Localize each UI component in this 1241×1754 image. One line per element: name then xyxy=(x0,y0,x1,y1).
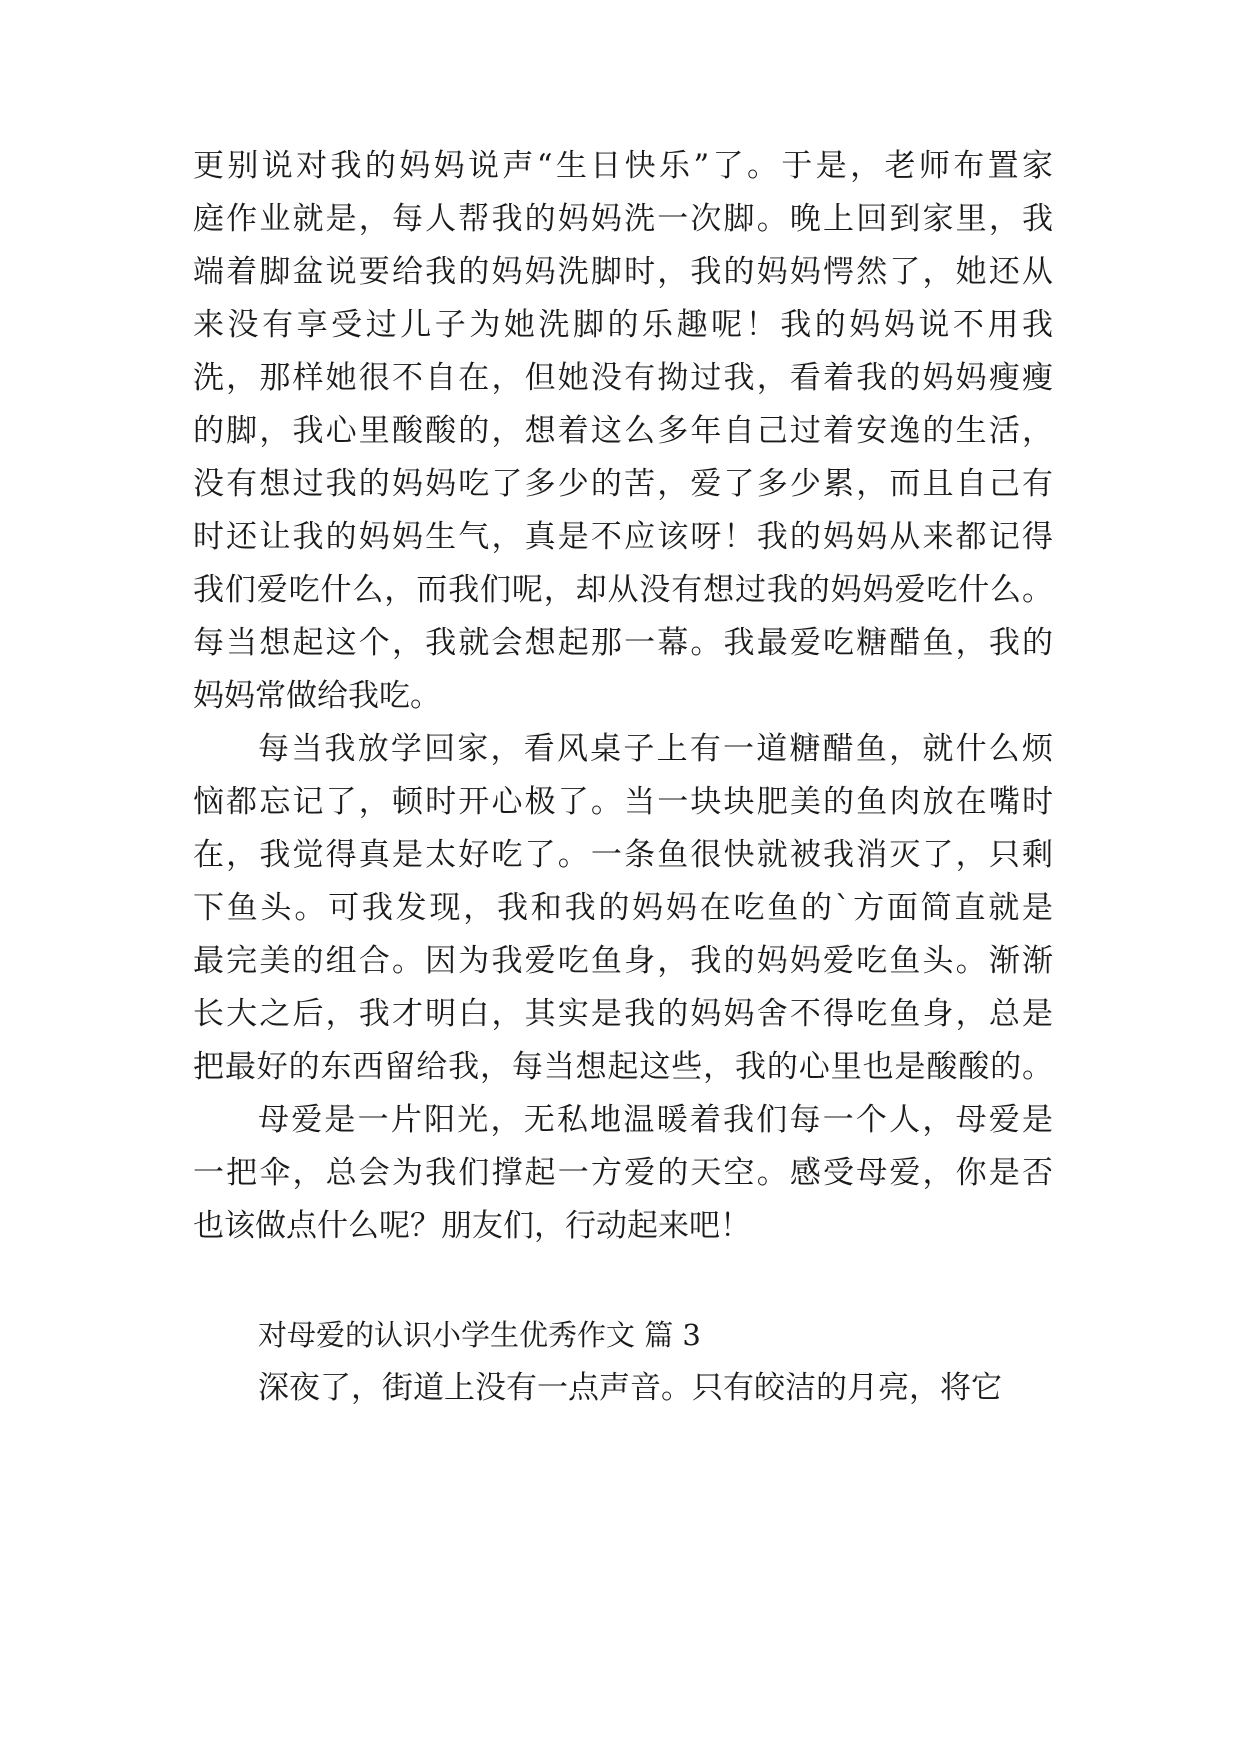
paragraph-1-line: 每当想起这个，我就会想起那一幕。我最爱吃糖醋鱼，我的 xyxy=(193,625,1053,661)
section-heading: 对母爱的认识小学生优秀作文 篇 3 xyxy=(258,1318,701,1352)
paragraph-1-line: 时还让我的妈妈生气，真是不应该呀！我的妈妈从来都记得 xyxy=(193,519,1053,555)
paragraph-2-line: 每当我放学回家，看风桌子上有一道糖醋鱼，就什么烦 xyxy=(258,731,1053,767)
paragraph-2-line: 把最好的东西留给我，每当想起这些，我的心里也是酸酸的。 xyxy=(193,1049,1053,1085)
paragraph-1-line: 妈妈常做给我吃。 xyxy=(193,678,441,714)
paragraph-1-line: 端着脚盆说要给我的妈妈洗脚时，我的妈妈愕然了，她还从 xyxy=(193,254,1053,290)
paragraph-2-line: 下鱼头。可我发现，我和我的妈妈在吃鱼的`方面简直就是 xyxy=(193,890,1053,926)
paragraph-1-line: 庭作业就是，每人帮我的妈妈洗一次脚。晚上回到家里，我 xyxy=(193,201,1053,237)
paragraph-2-line: 长大之后，我才明白，其实是我的妈妈舍不得吃鱼身，总是 xyxy=(193,996,1053,1032)
paragraph-3-line: 母爱是一片阳光，无私地温暖着我们每一个人，母爱是 xyxy=(258,1102,1053,1138)
paragraph-2-line: 恼都忘记了，顿时开心极了。当一块块肥美的鱼肉放在嘴时 xyxy=(193,784,1053,820)
paragraph-1-line: 我们爱吃什么，而我们呢，却从没有想过我的妈妈爱吃什么。 xyxy=(193,572,1053,608)
paragraph-1-line: 洗，那样她很不自在，但她没有拗过我，看着我的妈妈瘦瘦 xyxy=(193,360,1053,396)
paragraph-4-line: 深夜了，街道上没有一点声音。只有皎洁的月亮，将它 xyxy=(258,1370,1002,1406)
paragraph-3-line: 一把伞，总会为我们撑起一方爱的天空。感受母爱，你是否 xyxy=(193,1155,1053,1191)
paragraph-1-line: 来没有享受过儿子为她洗脚的乐趣呢！我的妈妈说不用我 xyxy=(193,307,1053,343)
paragraph-1-line: 更别说对我的妈妈说声“生日快乐”了。于是，老师布置家 xyxy=(193,148,1053,184)
paragraph-1-line: 的脚，我心里酸酸的，想着这么多年自己过着安逸的生活， xyxy=(193,413,1053,449)
paragraph-2-line: 最完美的组合。因为我爱吃鱼身，我的妈妈爱吃鱼头。渐渐 xyxy=(193,943,1053,979)
paragraph-2-line: 在，我觉得真是太好吃了。一条鱼很快就被我消灭了，只剩 xyxy=(193,837,1053,873)
paragraph-1-line: 没有想过我的妈妈吃了多少的苦，爱了多少累，而且自己有 xyxy=(193,466,1053,502)
paragraph-3-line: 也该做点什么呢？朋友们，行动起来吧！ xyxy=(193,1208,751,1244)
